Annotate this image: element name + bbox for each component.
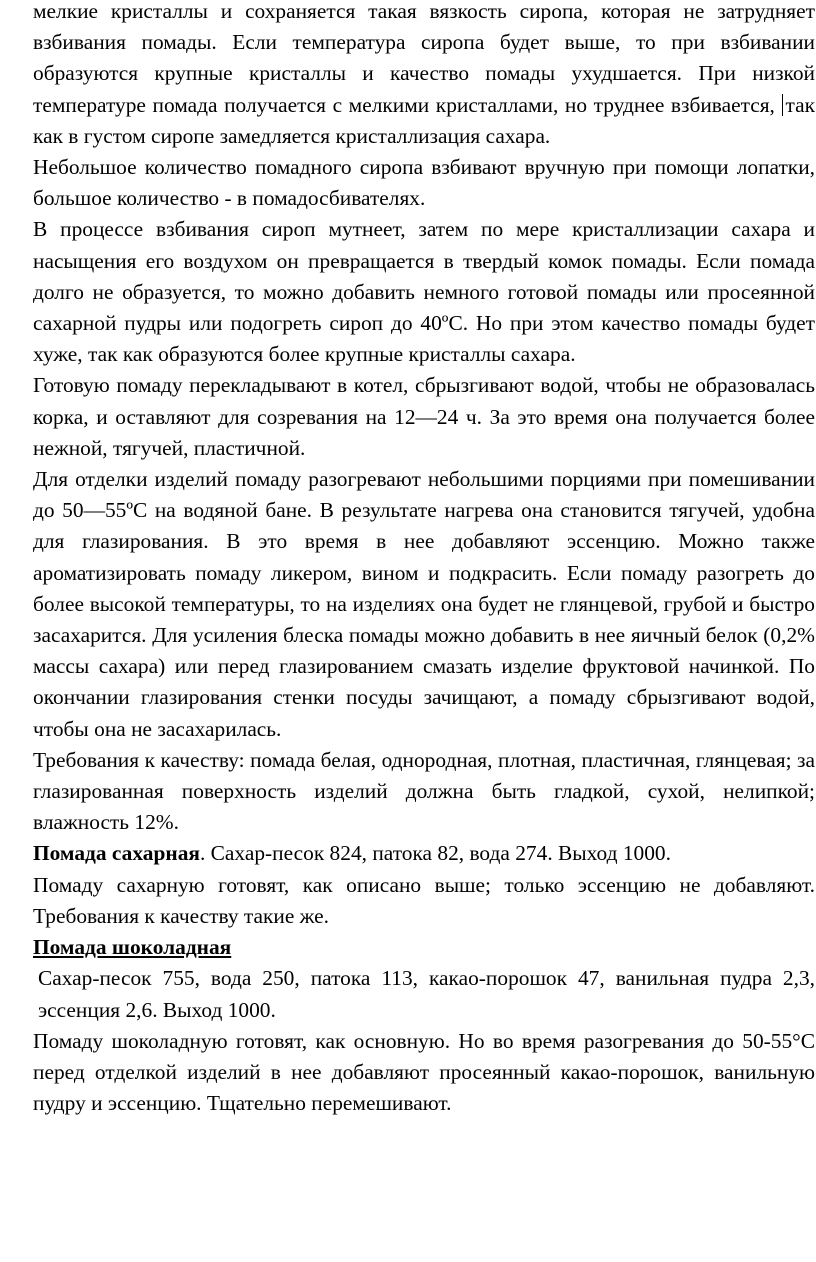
- document-page: [33, 0, 815, 1119]
- paragraph-text: мелкие кристаллы и сохраняется такая вязкость сиропа, которая не затрудняет взбивания помады. Если температура сиропа будет выше, то при взбивании образуются крупные кристаллы и качество помады ухудшается. При низкой температуре помада получается с мелкими кристаллами, но труднее взбивается,: [33, 0, 815, 117]
- recipe-ingredients: . Сахар-песок 824, патока 82, вода 274. Выход 1000.: [199, 841, 671, 866]
- paragraph-quality-requirements: Требования к качеству: помада белая, однородная, плотная, пластичная, глянцевая; за глазированная поверхность изделий должна быть гладкой, сухой, нелипкой; влажность 12%.: [33, 747, 815, 835]
- paragraph-chocolate-prep: Помаду шоколадную готовят, как основную. Но во время разогревания до 50-55°С перед отделкой изделий в нее добавляют просеянный какао-порошок, ванильную пудру и эссенцию. Тщательно перемешивают.: [33, 1028, 815, 1116]
- paragraph-whipping-method: Небольшое количество помадного сиропа взбивают вручную при помощи лопатки, большое количество - в помадосбивателях.: [33, 155, 815, 211]
- text-cursor-mark: [782, 94, 783, 116]
- paragraph-chocolate-ingredients: Сахар-песок 755, вода 250, патока 113, какао-порошок 47, ванильная пудра 2,3, эссенция 2,6. Выход 1000.: [38, 966, 815, 1022]
- recipe-title-sugar-fondant: Помада сахарная: [33, 841, 200, 866]
- recipe-title-chocolate-fondant: Помада шоколадная: [33, 935, 232, 960]
- paragraph-sugar-fondant-prep: Помаду сахарную готовят, как описано выше; только эссенцию не добавляют. Требования к качеству такие же.: [33, 872, 815, 928]
- paragraph-maturation: Готовую помаду перекладывают в котел, сбрызгивают водой, чтобы не образовалась корка, и оставляют для созревания на 12—24 ч. За это время она получается более нежной, тягучей, пластичной.: [33, 373, 815, 460]
- paragraph-whipping-process: В процессе взбивания сироп мутнеет, затем по мере кристаллизации сахара и насыщения его воздухом он превращается в твердый комок помады. Если помада долго не образуется, то можно добавить немного готовой помады или просеянной сахарной пудры или подогреть сироп до 40ºС. Но при этом качество помады будет хуже, так как образуются более крупные кристаллы сахара.: [33, 217, 815, 367]
- heading-chocolate-fondant: [33, 932, 815, 963]
- paragraph-finishing: Для отделки изделий помаду разогревают небольшими порциями при помешивании до 50—55ºС на водяной бане. В результате нагрева она становится тягучей, удобна для глазирования. В это время в нее добавляют эссенцию. Можно также ароматизировать помаду ликером, вином и подкрасить. Если помаду разогреть до более высокой температуры, то на изделиях она будет не глянцевой, грубой и быстро засахарится. Для усиления блеска помады можно добавить в нее яичный белок (0,2% массы сахара) или перед глазированием смазать изделие фруктовой начинкой. По окончании глазирования стенки посуды зачищают, а помаду сбрызгивают водой, чтобы она не засахарилась.: [33, 467, 815, 741]
- paragraph-sugar-fondant: [33, 838, 815, 869]
- paragraph-crystallization: [33, 0, 815, 152]
- paragraph-text: так как в густом сиропе замедляется кристаллизация сахара.: [33, 92, 815, 148]
